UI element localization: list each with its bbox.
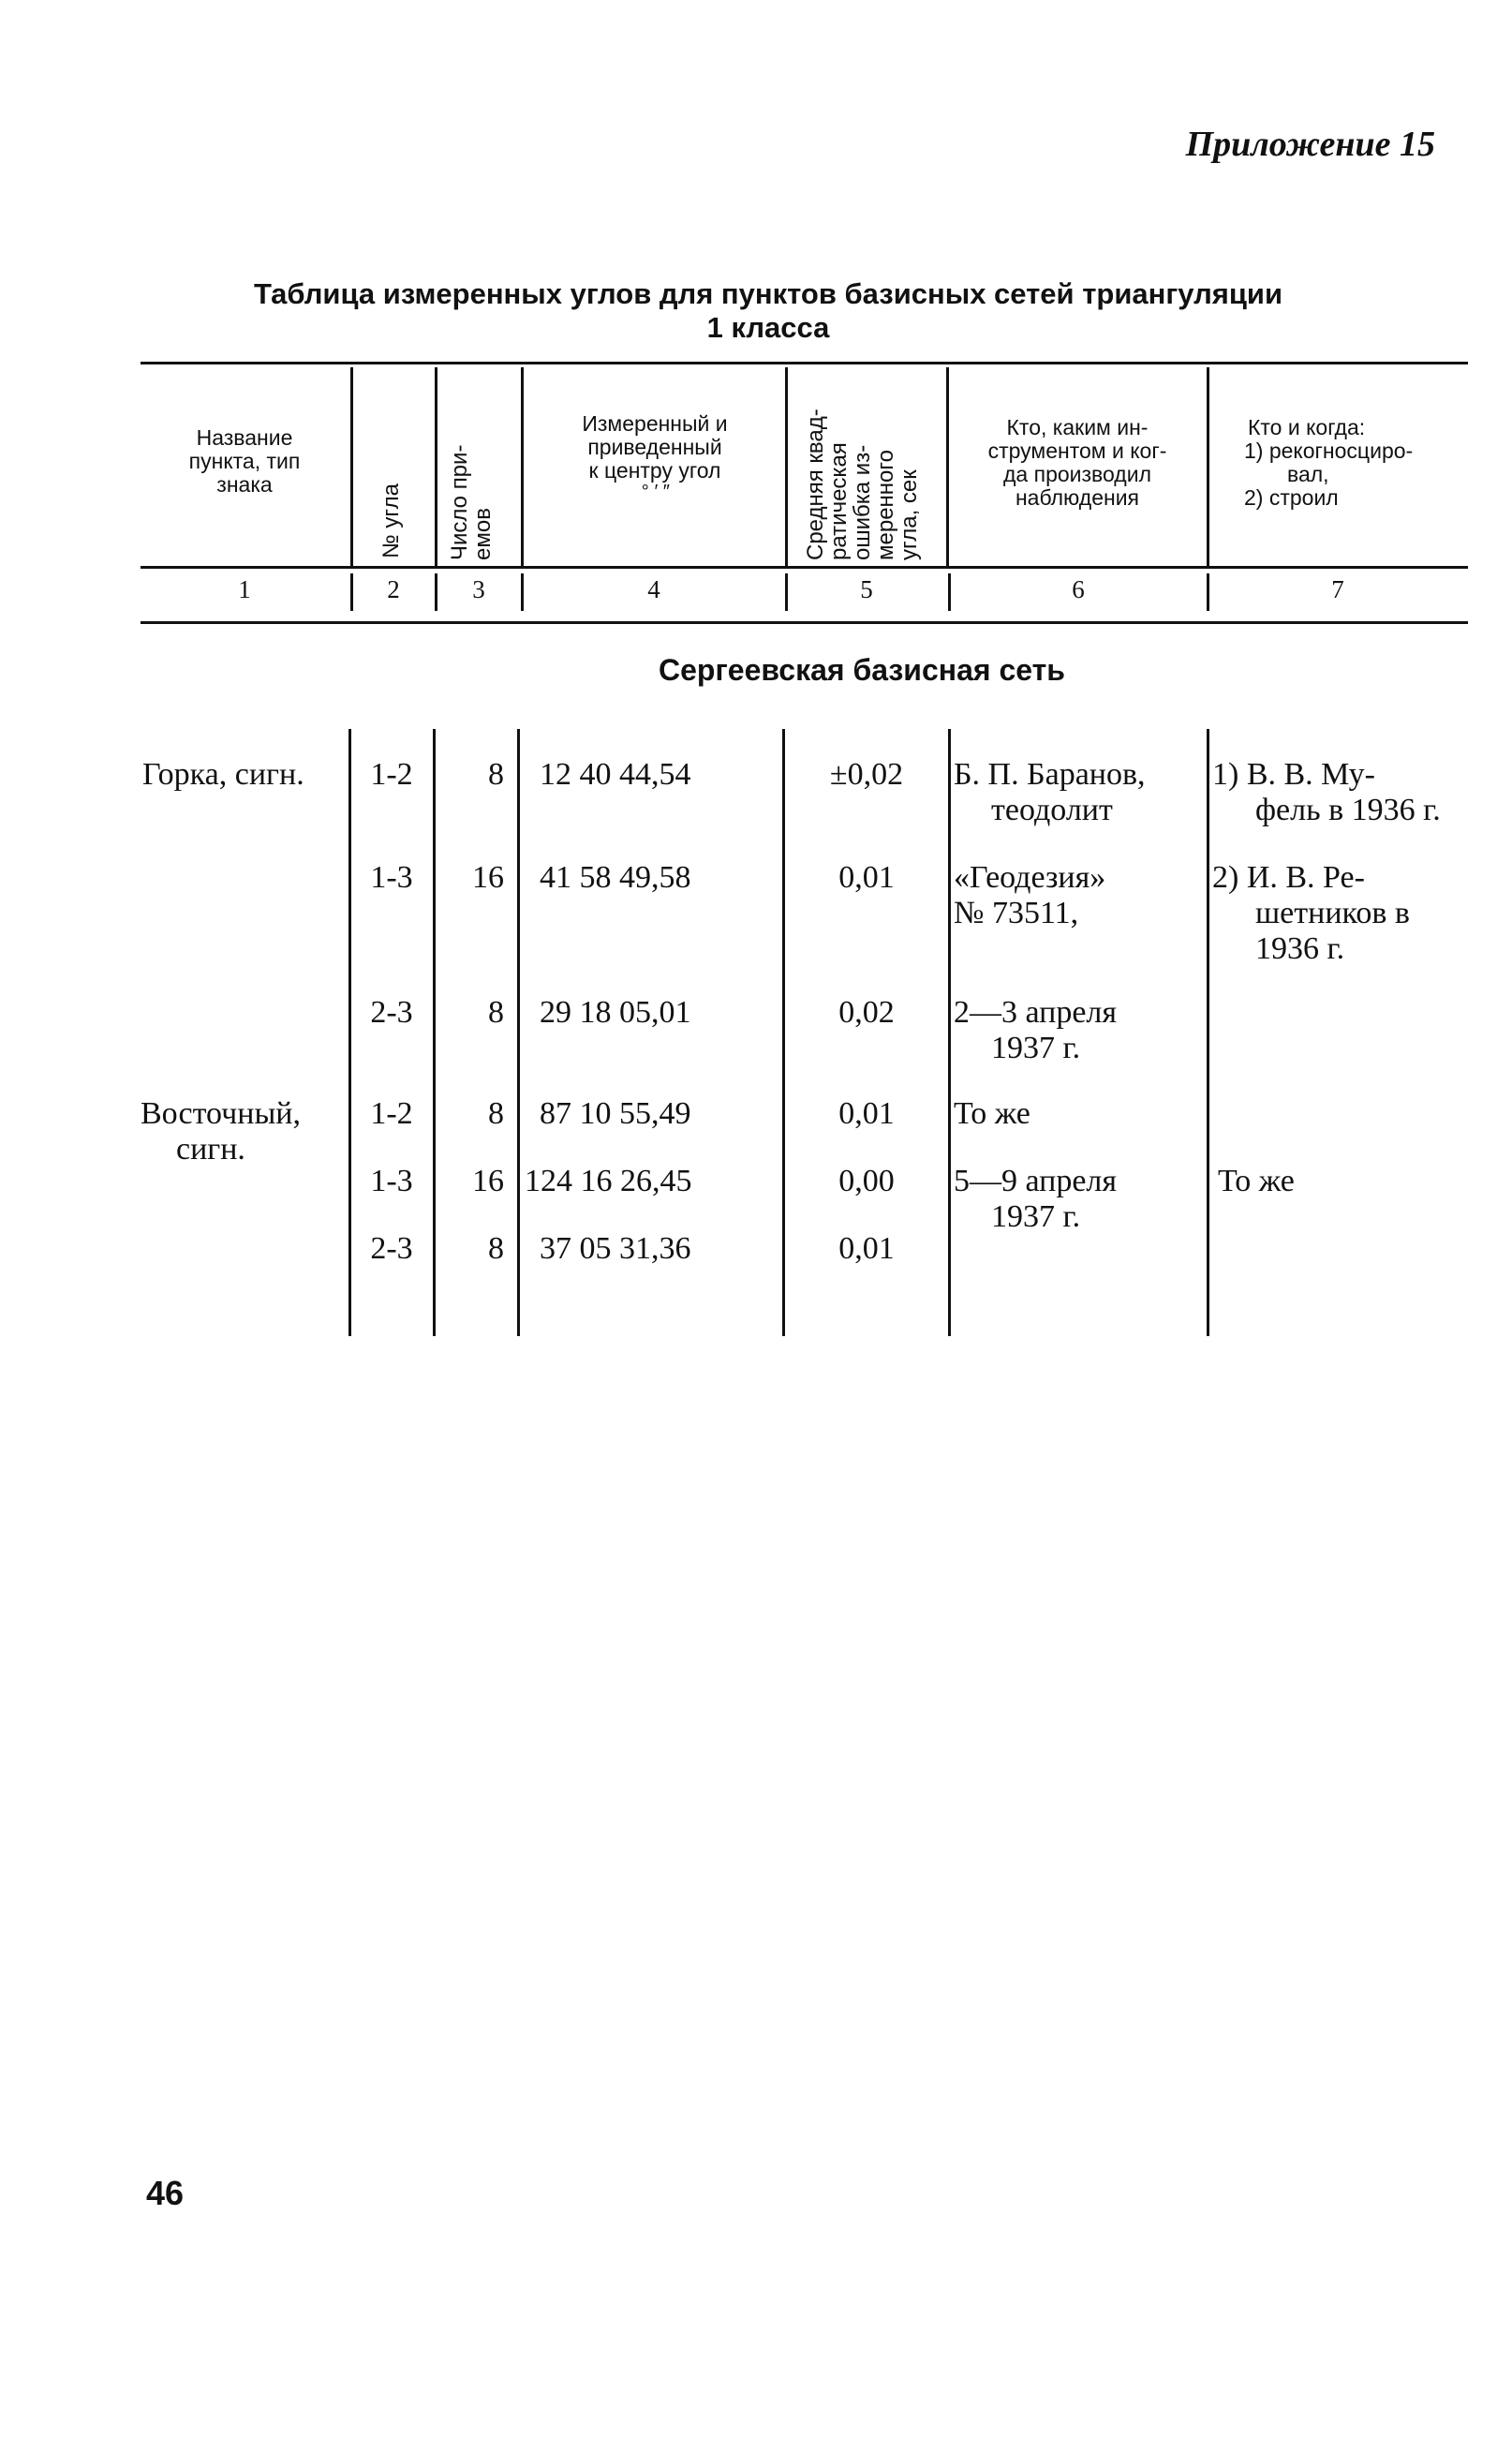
observer: 2—3 апреля 1937 г. — [954, 995, 1118, 1065]
builder: То же — [1218, 1164, 1295, 1198]
repetitions: 8 — [488, 995, 504, 1030]
builder: 1) В. В. Му- фель в 1936 г. — [1212, 757, 1441, 827]
station-name: Горка, сигн. — [142, 757, 304, 792]
measured-angle: 41 58 49,58 — [540, 860, 691, 895]
column-number: 7 — [1331, 575, 1344, 603]
observer: 5—9 апреля 1937 г. — [954, 1164, 1118, 1234]
mean-error: 0,01 — [838, 1096, 895, 1131]
header-bottom-rule — [141, 566, 1468, 569]
repetitions: 16 — [472, 860, 504, 895]
repetitions: 8 — [488, 757, 504, 792]
header-mean-error: Средняя квад- ратическая ошибка из- меренного угла, сек — [803, 409, 922, 560]
page-number: 46 — [146, 2174, 185, 2212]
section-title: Сергеевская базисная сеть — [659, 653, 1065, 687]
header-top-rule — [141, 362, 1468, 364]
mean-error: ±0,02 — [829, 757, 904, 792]
body-divider-5 — [948, 729, 951, 1336]
measured-angle: 87 10 55,49 — [540, 1096, 691, 1131]
header-measured-angle: Измеренный и приведенный к центру угол ° ′ ″ — [582, 411, 728, 502]
header-builder: Кто и когда: 1) рекогносциро- вал, 2) строил — [1244, 415, 1414, 510]
header-repetitions: Число при- емов — [447, 444, 496, 560]
column-number: 5 — [860, 575, 873, 603]
column-number: 3 — [472, 575, 485, 603]
column-number: 1 — [238, 575, 251, 603]
header-divider-6 — [1207, 367, 1209, 566]
mean-error: 0,00 — [838, 1164, 895, 1198]
table-title — [141, 277, 1396, 345]
observer: «Геодезия» № 73511, — [954, 860, 1106, 930]
observer: Б. П. Баранов, теодолит — [954, 757, 1146, 827]
angle-number: 1-2 — [370, 1096, 413, 1131]
measured-angle: 12 40 44,54 — [540, 757, 691, 792]
mean-error: 0,02 — [838, 995, 895, 1030]
builder: 2) И. В. Ре- шетников в 1936 г. — [1212, 860, 1410, 966]
observer: То же — [954, 1096, 1030, 1131]
repetitions: 16 — [472, 1164, 504, 1198]
column-number: 4 — [647, 575, 660, 603]
table-title-line1: Таблица измеренных углов для пунктов базисных сетей триангуляции — [253, 277, 1283, 310]
mean-error: 0,01 — [838, 1231, 895, 1266]
column-number: 6 — [1072, 575, 1085, 603]
column-number: 2 — [387, 575, 400, 603]
header-angle-number: № угла — [378, 483, 404, 558]
angle-number: 2-3 — [370, 1231, 413, 1266]
header-station: Название пункта, тип знака — [188, 425, 301, 497]
repetitions: 8 — [488, 1231, 504, 1266]
station-name: Восточный, сигн. — [141, 1096, 301, 1167]
table-title-line2: 1 класса — [706, 311, 830, 344]
measured-angle: 37 05 31,36 — [540, 1231, 691, 1266]
measured-angle: 29 18 05,01 — [540, 995, 691, 1030]
angle-number: 1-3 — [370, 1164, 413, 1198]
header-divider-2 — [435, 367, 437, 566]
header-divider-5 — [946, 367, 949, 566]
mean-error: 0,01 — [838, 860, 895, 895]
body-divider-6 — [1207, 729, 1209, 1336]
repetitions: 8 — [488, 1096, 504, 1131]
body-divider-3 — [517, 729, 520, 1336]
angle-number: 1-3 — [370, 860, 413, 895]
angle-number: 2-3 — [370, 995, 413, 1030]
header-divider-3 — [521, 367, 524, 566]
header-observer: Кто, каким ин- струментом и ког- да производил наблюдения — [987, 415, 1167, 510]
numbers-bottom-rule — [141, 621, 1468, 624]
appendix-label: Приложение 15 — [1185, 125, 1435, 164]
measured-angle: 124 16 26,45 — [525, 1164, 692, 1198]
angle-number: 1-2 — [370, 757, 413, 792]
header-divider-4 — [785, 367, 788, 566]
header-divider-1 — [350, 367, 353, 566]
